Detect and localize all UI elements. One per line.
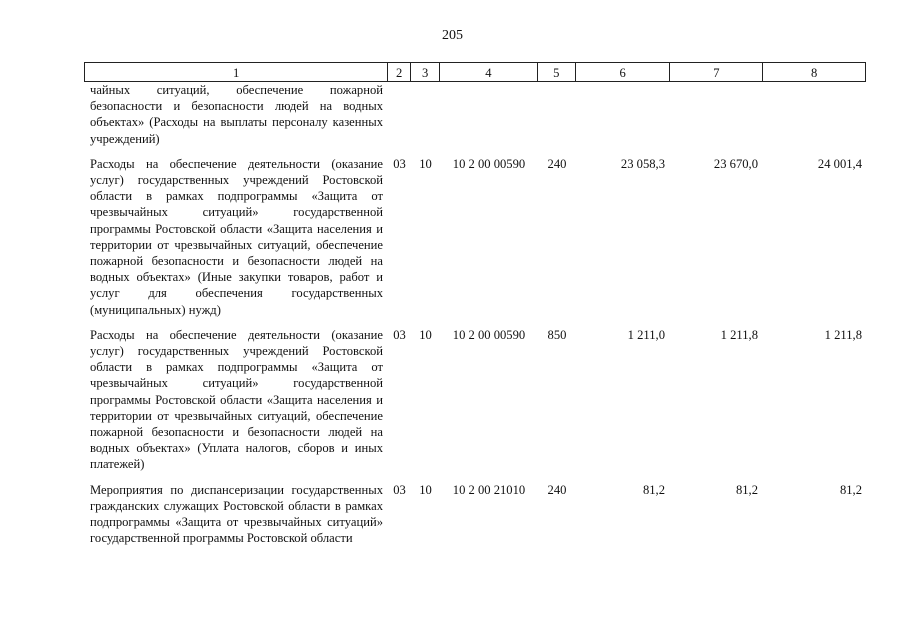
column-header-4: 4	[440, 63, 538, 81]
row-amount-2: 1 211,8	[720, 327, 758, 342]
column-header-8: 8	[810, 66, 818, 80]
budget-table	[84, 62, 866, 546]
table-row	[84, 82, 866, 147]
column-header-2: 2	[388, 63, 411, 81]
row-amount-2: 81,2	[735, 482, 758, 497]
row-expense-type: 240	[547, 156, 567, 171]
page-number: 205	[442, 28, 463, 43]
row-amount-1: 81,2	[642, 482, 665, 497]
column-header-6: 6	[576, 63, 671, 81]
row-amount-1: 23 058,3	[620, 156, 665, 171]
row-subsection: 10	[419, 327, 432, 342]
row-expense-type: 850	[547, 327, 567, 342]
row-expense-type: 240	[547, 482, 567, 497]
row-section: 03	[393, 156, 406, 171]
row-amount-3: 24 001,4	[817, 156, 862, 171]
row-target-article: 10 2 00 00590	[452, 327, 526, 342]
row-amount-3: 81,2	[839, 482, 862, 497]
row-amount-1	[576, 82, 671, 147]
column-header-5: 5	[538, 63, 576, 81]
row-section	[388, 82, 411, 147]
row-description: Расходы на обеспечение деятельности (оказание услуг) государственных учреждений Ростовской области в рамках подпрограммы «Защита от чрезвычайных ситуаций» государственной программы Ростовской области «Защита населения и территории от чрезвычайных ситуаций, обеспечение пожарной безопасности и безопасности людей на водных объектах» (Уплата налогов, сборов и иных платежей)	[90, 327, 383, 472]
row-amount-2: 23 670,0	[713, 156, 758, 171]
row-amount-1: 1 211,0	[627, 327, 665, 342]
row-subsection	[411, 82, 440, 147]
table-header	[84, 62, 866, 82]
row-amount-3	[764, 82, 866, 147]
row-subsection: 10	[419, 156, 432, 171]
row-target-article	[440, 82, 538, 147]
row-description: Расходы на обеспечение деятельности (оказание услуг) государственных учреждений Ростовской области в рамках подпрограммы «Защита от чрезвычайных ситуаций» государственной программы Ростовской области «Защита населения и территории от чрезвычайных ситуаций, обеспечение пожарной безопасности и безопасности людей на водных объектах» (Иные закупки товаров, работ и услуг для обеспечения государственных (муниципальных) нужд)	[90, 156, 383, 317]
row-section: 03	[393, 327, 406, 342]
column-header-3: 3	[411, 63, 440, 81]
row-target-article: 10 2 00 00590	[452, 156, 526, 171]
table-row	[84, 156, 866, 318]
row-description: чайных ситуаций, обеспечение пожарной безопасности и безопасности людей на водных объектах» (Расходы на выплаты персоналу казенных учреждений)	[90, 83, 383, 146]
row-description: Мероприятия по диспансеризации государственных гражданских служащих Ростовской области в рамках подпрограммы «Защита от чрезвычайных ситуаций» государственной программы Ростовской области	[90, 482, 383, 546]
table-row	[84, 327, 866, 473]
row-subsection: 10	[419, 482, 432, 497]
row-target-article: 10 2 00 21010	[452, 482, 526, 497]
row-expense-type	[538, 82, 576, 147]
row-amount-2	[671, 82, 764, 147]
column-header-7: 7	[670, 63, 763, 81]
row-amount-3: 1 211,8	[824, 327, 862, 342]
column-header-1: 1	[85, 63, 388, 81]
row-section: 03	[393, 482, 406, 497]
table-row	[84, 482, 866, 547]
